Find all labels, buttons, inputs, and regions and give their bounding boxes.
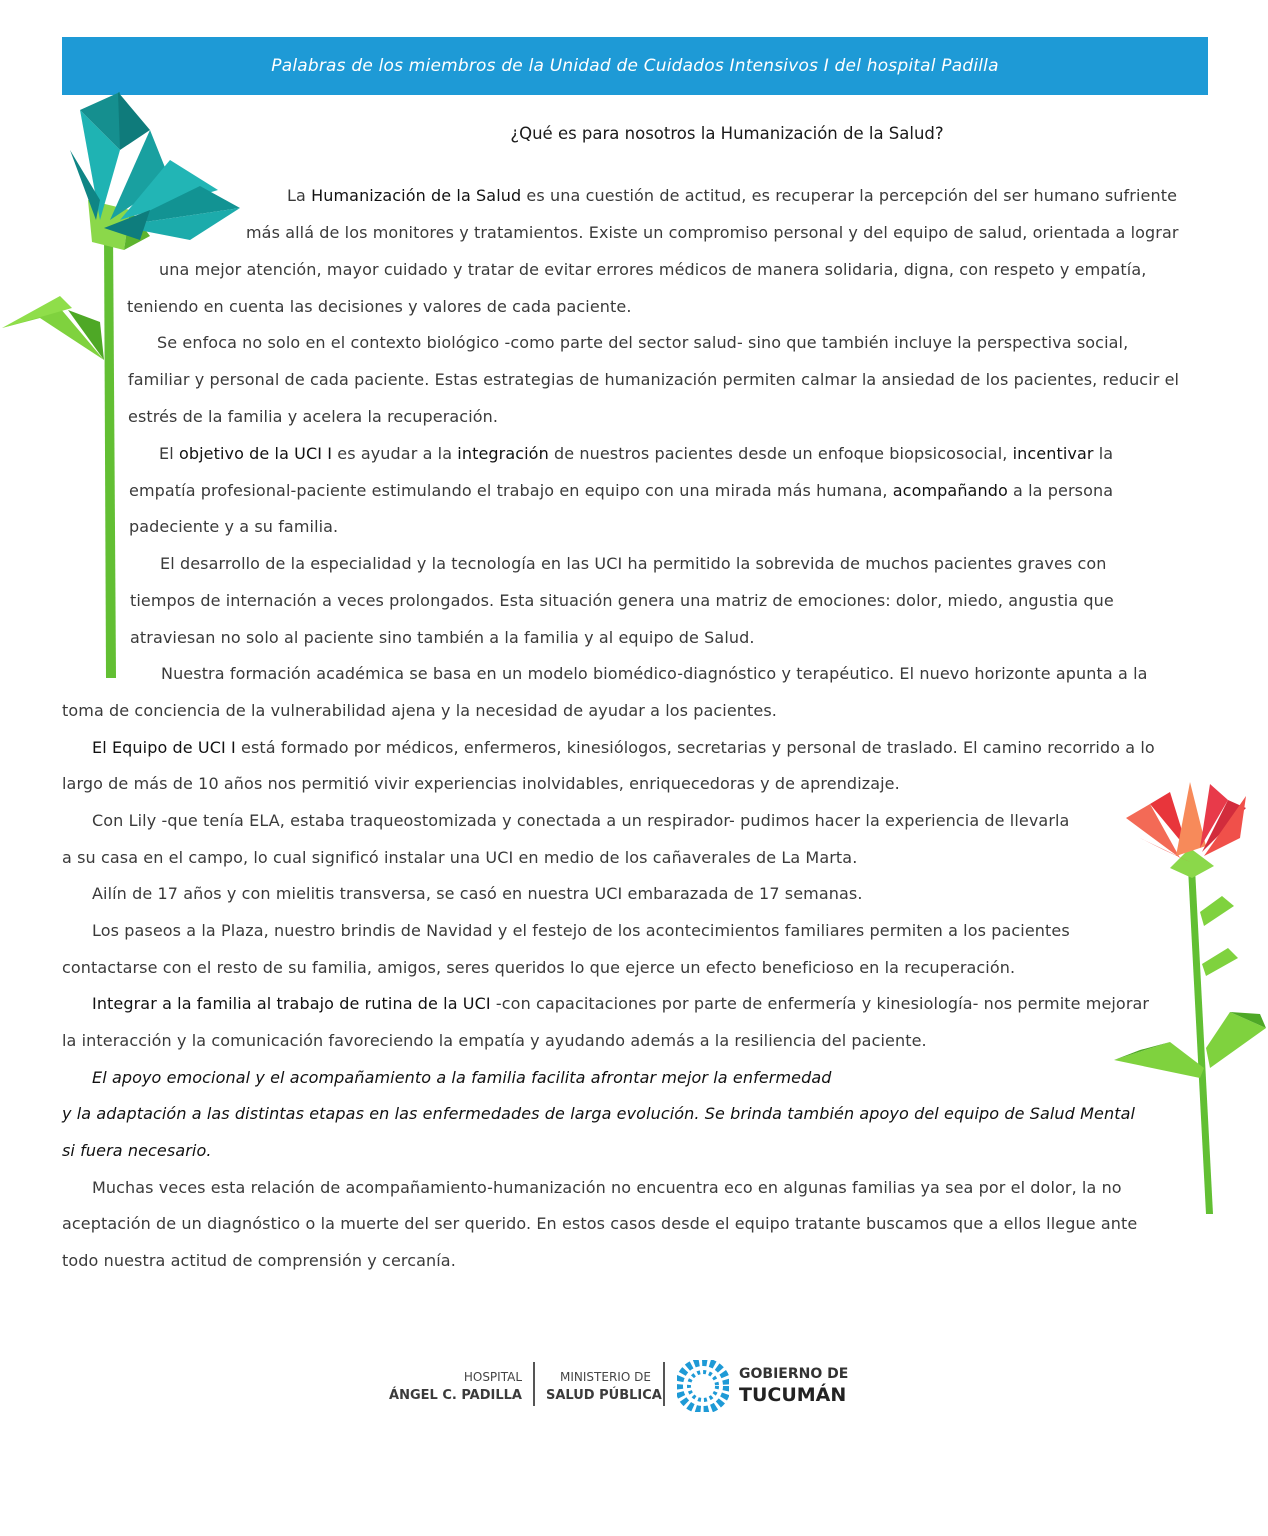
p3-line-3: padeciente y a su familia.	[129, 517, 339, 536]
p1-line-1	[287, 185, 1177, 207]
p4-line-3: atraviesan no solo al paciente sino también a la familia y al equipo de Salud.	[130, 628, 755, 647]
p4-line-2: tiempos de internación a veces prolongados. Esta situación genera una matriz de emociones: dolor, miedo, angustia que	[130, 591, 1114, 610]
p10-line-2: la interacción y la comunicación favoreciendo la empatía y ayudando además a la resiliencia del paciente.	[62, 1031, 927, 1050]
p2-line-1: Se enfoca no solo en el contexto biológico -como parte del sector salud- sino que también incluye la perspectiva social,	[157, 333, 1129, 352]
emphasis-text: acompañando	[892, 481, 1008, 500]
gov-label-line2: TUCUMÁN	[739, 1384, 847, 1406]
p12-line-3: todo nuestra actitud de comprensión y cercanía.	[62, 1251, 456, 1270]
p12-line-2: aceptación de un diagnóstico o la muerte del ser querido. En estos casos desde el equipo tratante buscamos que a ellos llegue ante	[62, 1214, 1138, 1233]
p9-line-1: Los paseos a la Plaza, nuestro brindis de Navidad y el festejo de los acontecimientos familiares permiten a los pacientes	[92, 921, 1070, 940]
text-span: es una cuestión de actitud, es recuperar la percepción del ser humano sufriente	[521, 186, 1178, 205]
ministry-label-line2: SALUD PÚBLICA	[546, 1388, 662, 1403]
text-span: la	[1093, 444, 1114, 463]
p2-line-2: familiar y personal de cada paciente. Estas estrategias de humanización permiten calmar la ansiedad de los pacientes, reducir el	[128, 370, 1180, 389]
p11-line-2: y la adaptación a las distintas etapas en las enfermedades de larga evolución. Se brinda también apoyo del equipo de Salud Mental	[62, 1104, 1136, 1123]
emphasis-text: objetivo de la UCI I	[178, 444, 333, 463]
emphasis-text: El Equipo de UCI I	[92, 738, 236, 757]
article-title: ¿Qué es para nosotros la Humanización de la Salud?	[510, 124, 944, 143]
emphasis-text: incentivar	[1012, 444, 1094, 463]
p3-line-2	[129, 480, 1113, 502]
p9-line-2: contactarse con el resto de su familia, amigos, seres queridos lo que ejerce un efecto beneficioso en la recuperación.	[62, 958, 1016, 977]
text-span: está formado por médicos, enfermeros, kinesiólogos, secretarias y personal de traslado. El camino recorrido a lo	[235, 738, 1155, 757]
p5-line-2: toma de conciencia de la vulnerabilidad ajena y la necesidad de ayudar a los pacientes.	[62, 701, 777, 720]
hospital-label-line2: ÁNGEL C. PADILLA	[389, 1388, 522, 1403]
p6-line-1	[92, 737, 1155, 759]
header-banner	[62, 37, 1208, 95]
gov-label-line1: GOBIERNO DE	[739, 1366, 849, 1382]
p6-line-2: largo de más de 10 años nos permitió vivir experiencias inolvidables, enriquecedoras y de aprendizaje.	[62, 774, 900, 793]
hospital-label-line1: HOSPITAL	[463, 1370, 522, 1384]
text-span: -con capacitaciones por parte de enfermería y kinesiología- nos permite mejorar	[490, 994, 1150, 1013]
footer-logos	[0, 1358, 1268, 1418]
p7-line-1: Con Lily -que tenía ELA, estaba traqueostomizada y conectada a un respirador- pudimos hacer la experiencia de llevarla	[92, 811, 1070, 830]
p11-line-3: si fuera necesario.	[62, 1141, 212, 1160]
p4-line-1: El desarrollo de la especialidad y la tecnología en las UCI ha permitido la sobrevida de muchos pacientes graves con	[160, 554, 1107, 573]
p5-line-1: Nuestra formación académica se basa en un modelo biomédico-diagnóstico y terapéutico. El nuevo horizonte apunta a la	[161, 664, 1148, 683]
text-span: de nuestros pacientes desde un enfoque biopsicosocial,	[548, 444, 1013, 463]
text-span: es ayudar a la	[332, 444, 458, 463]
p7-line-2: a su casa en el campo, lo cual significó instalar una UCI en medio de los cañaverales de La Marta.	[62, 848, 858, 867]
tucuman-sun-logo-icon	[677, 1360, 729, 1412]
emphasis-text: integración	[457, 444, 549, 463]
text-span: empatía profesional-paciente estimulando el trabajo en equipo con una mirada más humana,	[129, 481, 893, 500]
ministry-label-line1: MINISTERIO DE	[560, 1370, 651, 1384]
p11-line-1: El apoyo emocional y el acompañamiento a la familia facilita afrontar mejor la enfermedad	[92, 1068, 832, 1087]
p3-line-1	[159, 443, 1113, 465]
p1-line-2: más allá de los monitores y tratamientos. Existe un compromiso personal y del equipo de salud, orientada a lograr	[246, 223, 1179, 242]
p2-line-3: estrés de la familia y acelera la recuperación.	[128, 407, 499, 426]
p10-line-1	[92, 993, 1149, 1015]
text-span: El	[159, 444, 179, 463]
footer-divider	[663, 1362, 665, 1406]
text-span: a la persona	[1007, 481, 1114, 500]
text-span: La	[287, 186, 312, 205]
p8-line-1: Ailín de 17 años y con mielitis transversa, se casó en nuestra UCI embarazada de 17 semanas.	[92, 884, 863, 903]
p12-line-1: Muchas veces esta relación de acompañamiento-humanización no encuentra eco en algunas familias ya sea por el dolor, la no	[92, 1178, 1122, 1197]
footer-divider	[533, 1362, 535, 1406]
banner-text: Palabras de los miembros de la Unidad de Cuidados Intensivos I del hospital Padilla	[271, 56, 999, 76]
emphasis-text: Integrar a la familia al trabajo de rutina de la UCI	[92, 994, 491, 1013]
emphasis-text: Humanización de la Salud	[311, 186, 522, 205]
p1-line-3: una mejor atención, mayor cuidado y tratar de evitar errores médicos de manera solidaria, digna, con respeto y empatía,	[159, 260, 1147, 279]
p1-line-4: teniendo en cuenta las decisiones y valores de cada paciente.	[127, 297, 632, 316]
